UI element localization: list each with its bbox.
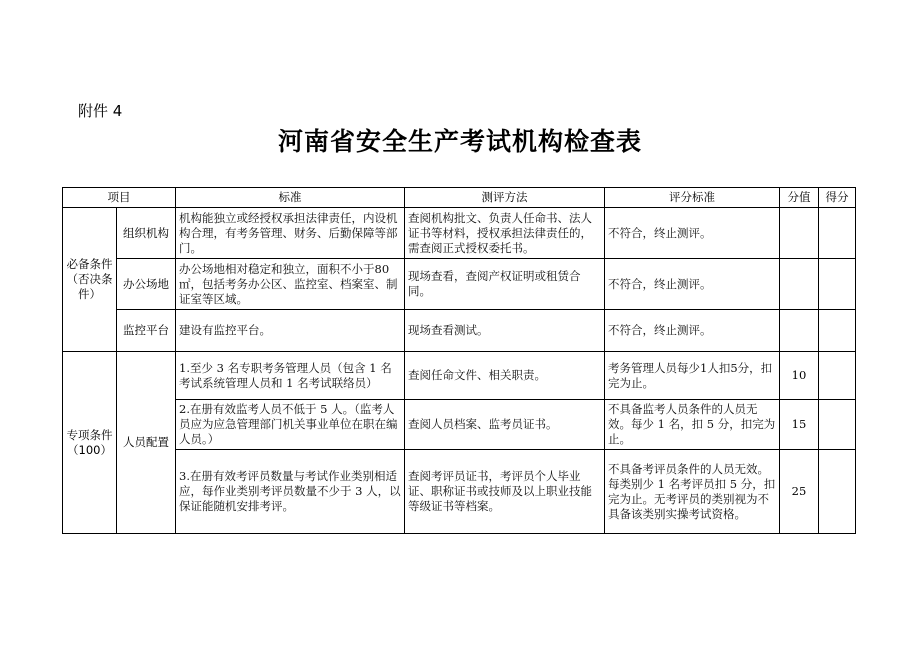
table-row	[63, 208, 856, 259]
inspection-table	[62, 187, 856, 534]
col-header-standard: 标准	[176, 188, 405, 208]
score-cell	[819, 310, 856, 352]
points-cell	[780, 259, 819, 310]
points-cell: 15	[780, 400, 819, 450]
table-row	[63, 259, 856, 310]
scoring-cell: 不具备监考人员条件的人员无效。每少 1 名，扣 5 分，扣完为止。	[605, 400, 780, 450]
table-header-row	[63, 188, 856, 208]
method-cell: 现场查看，查阅产权证明或租赁合同。	[405, 259, 605, 310]
page-title: 河南省安全生产考试机构检查表	[277, 127, 642, 156]
score-cell	[819, 400, 856, 450]
method-cell: 现场查看测试。	[405, 310, 605, 352]
points-cell: 25	[780, 450, 819, 534]
standard-cell: 办公场地相对稳定和独立，面积不小于80㎡，包括考务办公区、监控室、档案室、制证室等区域。	[176, 259, 405, 310]
points-cell	[780, 310, 819, 352]
col-header-score: 得分	[819, 188, 856, 208]
category-required: 必备条件（否决条件）	[63, 208, 117, 352]
subitem-personnel: 人员配置	[117, 352, 176, 534]
standard-cell: 2.在册有效监考人员不低于 5 人。（监考人员应为应急管理部门机关事业单位在职在编人员。）	[176, 400, 405, 450]
method-cell: 查阅机构批文、负责人任命书、法人证书等材料，授权承担法律责任的，需查阅正式授权委托书。	[405, 208, 605, 259]
scoring-cell: 不符合，终止测评。	[605, 208, 780, 259]
method-cell: 查阅任命文件、相关职责。	[405, 352, 605, 400]
table-row	[63, 352, 856, 400]
score-cell	[819, 450, 856, 534]
score-cell	[819, 352, 856, 400]
col-header-points: 分值	[780, 188, 819, 208]
points-cell	[780, 208, 819, 259]
method-cell: 查阅考评员证书，考评员个人毕业证、职称证书或技师及以上职业技能等级证书等档案。	[405, 450, 605, 534]
col-header-item: 项目	[63, 188, 176, 208]
col-header-scoring: 评分标准	[605, 188, 780, 208]
score-cell	[819, 259, 856, 310]
standard-cell: 1.至少 3 名专职考务管理人员（包含 1 名考试系统管理人员和 1 名考试联络员）	[176, 352, 405, 400]
method-cell: 查阅人员档案、监考员证书。	[405, 400, 605, 450]
scoring-cell: 不符合，终止测评。	[605, 310, 780, 352]
standard-cell: 建设有监控平台。	[176, 310, 405, 352]
subitem-organization: 组织机构	[117, 208, 176, 259]
category-special: 专项条件（100）	[63, 352, 117, 534]
scoring-cell: 不具备考评员条件的人员无效。每类别少 1 名考评员扣 5 分，扣完为止。无考评员的类别视为不具备该类别实操考试资格。	[605, 450, 780, 534]
table-row	[63, 310, 856, 352]
standard-cell: 3.在册有效考评员数量与考试作业类别相适应，每作业类别考评员数量不少于 3 人，以保证能随机安排考评。	[176, 450, 405, 534]
table-row	[63, 400, 856, 450]
table-row	[63, 450, 856, 534]
score-cell	[819, 208, 856, 259]
standard-cell: 机构能独立或经授权承担法律责任，内设机构合理，有考务管理、财务、后勤保障等部门。	[176, 208, 405, 259]
subitem-monitoring: 监控平台	[117, 310, 176, 352]
col-header-method: 测评方法	[405, 188, 605, 208]
subitem-office: 办公场地	[117, 259, 176, 310]
scoring-cell: 不符合，终止测评。	[605, 259, 780, 310]
points-cell: 10	[780, 352, 819, 400]
scoring-cell: 考务管理人员每少1人扣5分，扣完为止。	[605, 352, 780, 400]
attachment-label: 附件 4	[78, 102, 123, 120]
